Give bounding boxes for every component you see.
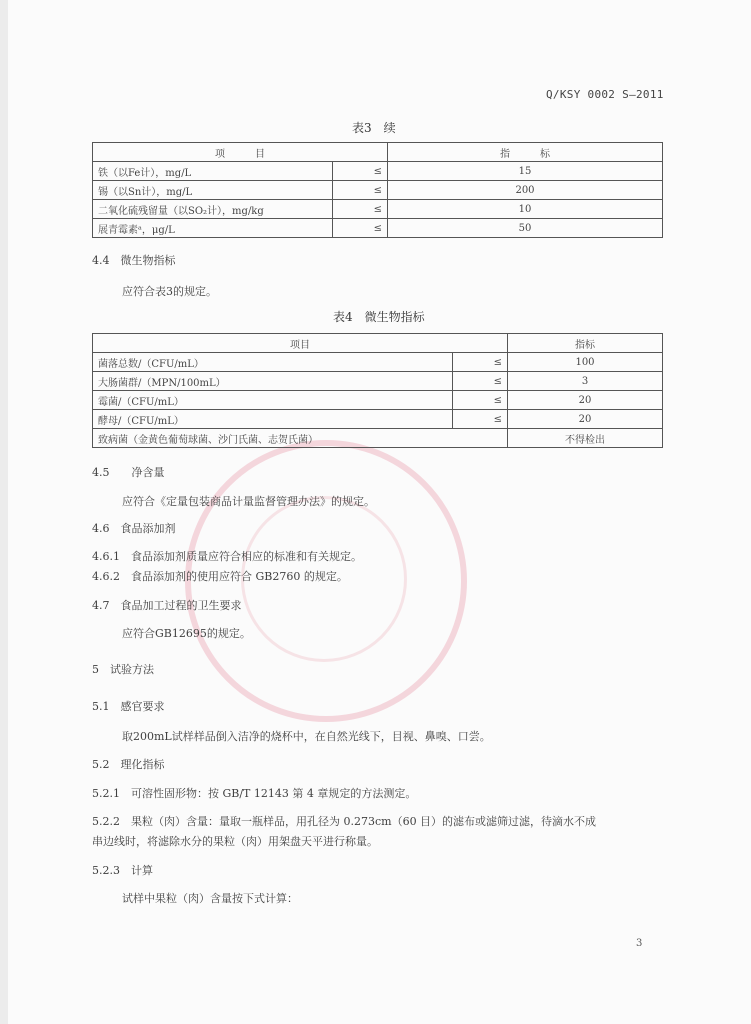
section-5-2-2-line2: 串边线时，将滤除水分的果粒（肉）用架盘天平进行称量。 bbox=[92, 835, 378, 848]
table-row: 二氧化硫残留量（以SO₂计），mg/kg ≤ 10 bbox=[93, 200, 663, 219]
section-4-6-heading: 4.6 食品添加剂 bbox=[92, 522, 176, 535]
section-4-4-text: 应符合表3的规定。 bbox=[122, 285, 217, 298]
table-row: 菌落总数/（CFU/mL） ≤ 100 bbox=[93, 353, 663, 372]
section-5-1-heading: 5.1 感官要求 bbox=[92, 700, 165, 713]
section-4-6-1: 4.6.1 食品添加剂质量应符合相应的标准和有关规定。 bbox=[92, 550, 362, 563]
table-row: 锡（以Sn计），mg/L ≤ 200 bbox=[93, 181, 663, 200]
table-row: 铁（以Fe计），mg/L ≤ 15 bbox=[93, 162, 663, 181]
table3 bbox=[92, 142, 663, 238]
section-5-heading: 5 试验方法 bbox=[92, 663, 154, 676]
table-row: 展青霉素ᵃ，μg/L ≤ 50 bbox=[93, 219, 663, 238]
section-4-4-heading: 4.4 微生物指标 bbox=[92, 254, 176, 267]
table3-caption: 表3 续 bbox=[352, 121, 396, 135]
table4-caption: 表4 微生物指标 bbox=[333, 310, 425, 324]
table4-header-value: 指标 bbox=[508, 334, 663, 353]
section-5-2-1: 5.2.1 可溶性固形物：按 GB/T 12143 第 4 章规定的方法测定。 bbox=[92, 787, 417, 800]
table-row: 霉菌/（CFU/mL） ≤ 20 bbox=[93, 391, 663, 410]
section-4-7-heading: 4.7 食品加工过程的卫生要求 bbox=[92, 599, 242, 612]
section-5-2-2-line1: 5.2.2 果粒（肉）含量：量取一瓶样品，用孔径为 0.273cm（60 目）的滤布或滤筛过滤，待滴水不成 bbox=[92, 815, 597, 828]
section-4-5-heading: 4.5 净含量 bbox=[92, 466, 165, 479]
standard-code: Q/KSY 0002 S—2011 bbox=[546, 88, 664, 101]
section-5-2-3-heading: 5.2.3 计算 bbox=[92, 864, 153, 877]
table-row: 大肠菌群/（MPN/100mL） ≤ 3 bbox=[93, 372, 663, 391]
section-5-2-heading: 5.2 理化指标 bbox=[92, 758, 165, 771]
table4-header-item: 项目 bbox=[93, 334, 508, 353]
section-4-6-2: 4.6.2 食品添加剂的使用应符合 GB2760 的规定。 bbox=[92, 570, 348, 583]
table-row: 致病菌（金黄色葡萄球菌、沙门氏菌、志贺氏菌） 不得检出 bbox=[93, 429, 663, 448]
table3-header-item: 项 目 bbox=[93, 143, 388, 162]
table-row: 酵母/（CFU/mL） ≤ 20 bbox=[93, 410, 663, 429]
table4 bbox=[92, 333, 663, 448]
section-4-5-text: 应符合《定量包装商品计量监督管理办法》的规定。 bbox=[122, 495, 375, 508]
section-4-7-text: 应符合GB12695的规定。 bbox=[122, 627, 251, 640]
table3-header-value: 指 标 bbox=[388, 143, 663, 162]
section-5-1-text: 取200mL试样样品倒入洁净的烧杯中，在自然光线下，目视、鼻嗅、口尝。 bbox=[122, 730, 491, 743]
section-5-2-3-text: 试样中果粒（肉）含量按下式计算： bbox=[122, 892, 298, 905]
page-number: 3 bbox=[636, 938, 643, 949]
